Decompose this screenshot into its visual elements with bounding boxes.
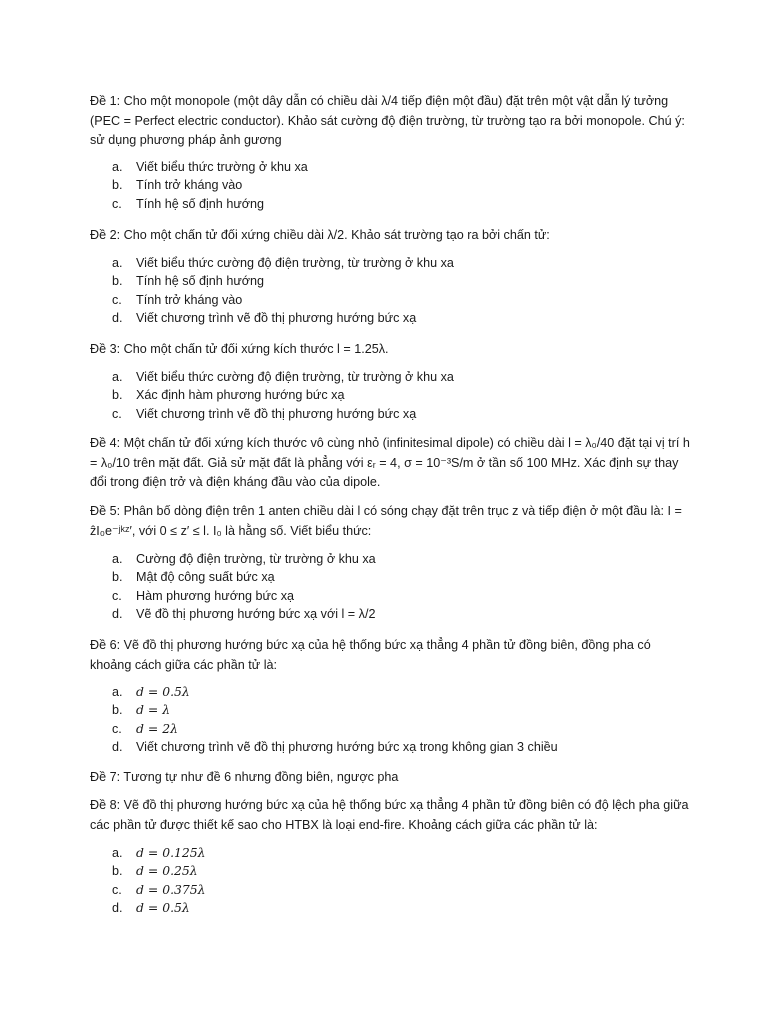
- list-item: [90, 701, 690, 719]
- list-item: [90, 309, 690, 327]
- list-marker: b.: [112, 388, 123, 403]
- list-item: [90, 368, 690, 386]
- list-marker: a.: [112, 370, 123, 384]
- list-text: Cường độ điện trường, từ trường ở khu xa: [136, 552, 376, 566]
- list-item: [90, 386, 690, 404]
- list-text: d = 0.5λ: [136, 684, 190, 699]
- list-text: Mật độ công suất bức xạ: [136, 570, 275, 585]
- list-item: [90, 899, 690, 917]
- list-text: Xác định hàm phương hướng bức xạ: [136, 388, 345, 403]
- list-text: d = 2λ: [136, 720, 178, 736]
- list-text: d = 0.5λ: [136, 899, 190, 915]
- list-item: [90, 176, 690, 194]
- list-item: [90, 550, 690, 568]
- list-item: [90, 881, 690, 899]
- list-marker: c.: [112, 882, 122, 897]
- list-text: Tính trở kháng vào: [136, 178, 243, 193]
- list-marker: d.: [112, 310, 123, 325]
- list-marker: b.: [112, 274, 123, 289]
- problem-text: Đề 1: Cho một monopole (một dây dẫn có chiều dài λ/4 tiếp điện một đầu) đặt trên một vật dẫn lý tưởng (PEC = Perfect electric conductor). Khảo sát cường độ điện trường, từ trường tạo ra bởi monopole. Chú ý: sử dụng phương pháp ảnh gương: [90, 94, 685, 147]
- list-item: [90, 738, 690, 756]
- list-marker: a.: [112, 256, 123, 270]
- list-text: d = 0.375λ: [136, 881, 206, 897]
- list-marker: d.: [112, 606, 123, 621]
- list-marker: d.: [112, 900, 123, 915]
- list-marker: b.: [112, 864, 123, 879]
- problem-text: Đề 7: Tương tự như đề 6 nhưng đồng biên, ngược pha: [90, 770, 399, 784]
- list-item: [90, 568, 690, 586]
- list-item: [90, 195, 690, 213]
- list-text: d = 0.25λ: [136, 863, 198, 879]
- list-marker: b.: [112, 178, 123, 193]
- list-text: Tính hệ số định hướng: [136, 274, 265, 289]
- list-item: [90, 683, 690, 701]
- list-item: [90, 254, 690, 272]
- list-item: [90, 720, 690, 738]
- list-item: [90, 605, 690, 623]
- list-text: Viết chương trình vẽ đồ thị phương hướng bức xạ: [136, 310, 417, 325]
- problem-2: [90, 226, 690, 246]
- problem-5: [90, 502, 690, 541]
- list-marker: a.: [112, 685, 123, 699]
- problem-text: Đề 8: Vẽ đồ thị phương hướng bức xạ của hệ thống bức xạ thẳng 4 phần tử đồng biên có độ lệch pha giữa các phần tử được thiết kế sao cho HTBX là loại end-fire. Khoảng cách giữa các phần tử là:: [90, 798, 689, 832]
- list-text: Viết chương trình vẽ đồ thị phương hướng bức xạ: [136, 406, 417, 421]
- list-marker: c.: [112, 406, 122, 421]
- problem-text: Đề 5: Phân bố dòng điện trên 1 anten chiều dài l có sóng chạy đặt trên trục z và tiếp điện ở một đầu là: I = ẑI₀e⁻ʲᵏᶻ′, với 0 ≤ z′ ≤ l. I₀ là hằng số. Viết biểu thức:: [90, 504, 682, 538]
- problem-2-options: [90, 254, 690, 327]
- list-marker: c.: [112, 588, 122, 603]
- problem-text: Đề 2: Cho một chấn tử đối xứng chiều dài λ/2. Khảo sát trường tạo ra bởi chấn tử:: [90, 228, 550, 242]
- list-item: [90, 158, 690, 176]
- list-text: Viết biểu thức trường ở khu xa: [136, 160, 308, 174]
- list-item: [90, 862, 690, 880]
- list-text: Tính hệ số định hướng: [136, 196, 265, 211]
- problem-3-options: [90, 368, 690, 423]
- list-item: [90, 844, 690, 862]
- problem-text: Đề 6: Vẽ đồ thị phương hướng bức xạ của hệ thống bức xạ thẳng 4 phần tử đồng biên, đồng pha có khoảng cách giữa các phần tử là:: [90, 638, 651, 672]
- list-marker: a.: [112, 552, 123, 566]
- list-marker: c.: [112, 196, 122, 211]
- list-text: Hàm phương hướng bức xạ: [136, 588, 295, 603]
- list-text: d = λ: [136, 702, 171, 718]
- problem-4: [90, 434, 690, 493]
- list-item: [90, 405, 690, 423]
- list-text: Tính trở kháng vào: [136, 292, 243, 307]
- list-marker: c.: [112, 721, 122, 736]
- list-marker: d.: [112, 739, 123, 754]
- list-text: Vẽ đồ thị phương hướng bức xạ với l = λ/2: [136, 606, 376, 621]
- list-item: [90, 272, 690, 290]
- problem-6: [90, 636, 690, 675]
- list-marker: a.: [112, 160, 123, 174]
- problem-3: [90, 340, 690, 360]
- problem-5-options: [90, 550, 690, 623]
- problem-text: Đề 3: Cho một chấn tử đối xứng kích thước l = 1.25λ.: [90, 342, 389, 356]
- problem-8-options: [90, 844, 690, 917]
- list-marker: b.: [112, 570, 123, 585]
- list-text: Viết biểu thức cường độ điện trường, từ trường ở khu xa: [136, 370, 454, 384]
- problem-text: Đề 4: Một chấn tử đối xứng kích thước vô cùng nhỏ (infinitesimal dipole) có chiều dài l = λ₀/40 đặt tại vị trí h = λ₀/10 trên mặt đất. Giả sử mặt đất là phẳng với εᵣ = 4, σ = 10⁻³S/m ở tần số 100 MHz. Xác định sự thay đổi trong điện trở và điện kháng đầu vào của dipole.: [90, 436, 690, 489]
- list-marker: c.: [112, 292, 122, 307]
- list-text: Viết chương trình vẽ đồ thị phương hướng bức xạ trong không gian 3 chiều: [136, 739, 558, 754]
- problem-1: [90, 92, 690, 151]
- problem-6-options: [90, 683, 690, 756]
- problem-8: [90, 796, 690, 835]
- list-item: [90, 587, 690, 605]
- problem-1-options: [90, 158, 690, 213]
- problem-7: [90, 768, 690, 788]
- list-marker: b.: [112, 703, 123, 718]
- list-item: [90, 291, 690, 309]
- list-text: d = 0.125λ: [136, 845, 206, 860]
- list-text: Viết biểu thức cường độ điện trường, từ trường ở khu xa: [136, 256, 454, 270]
- list-marker: a.: [112, 846, 123, 860]
